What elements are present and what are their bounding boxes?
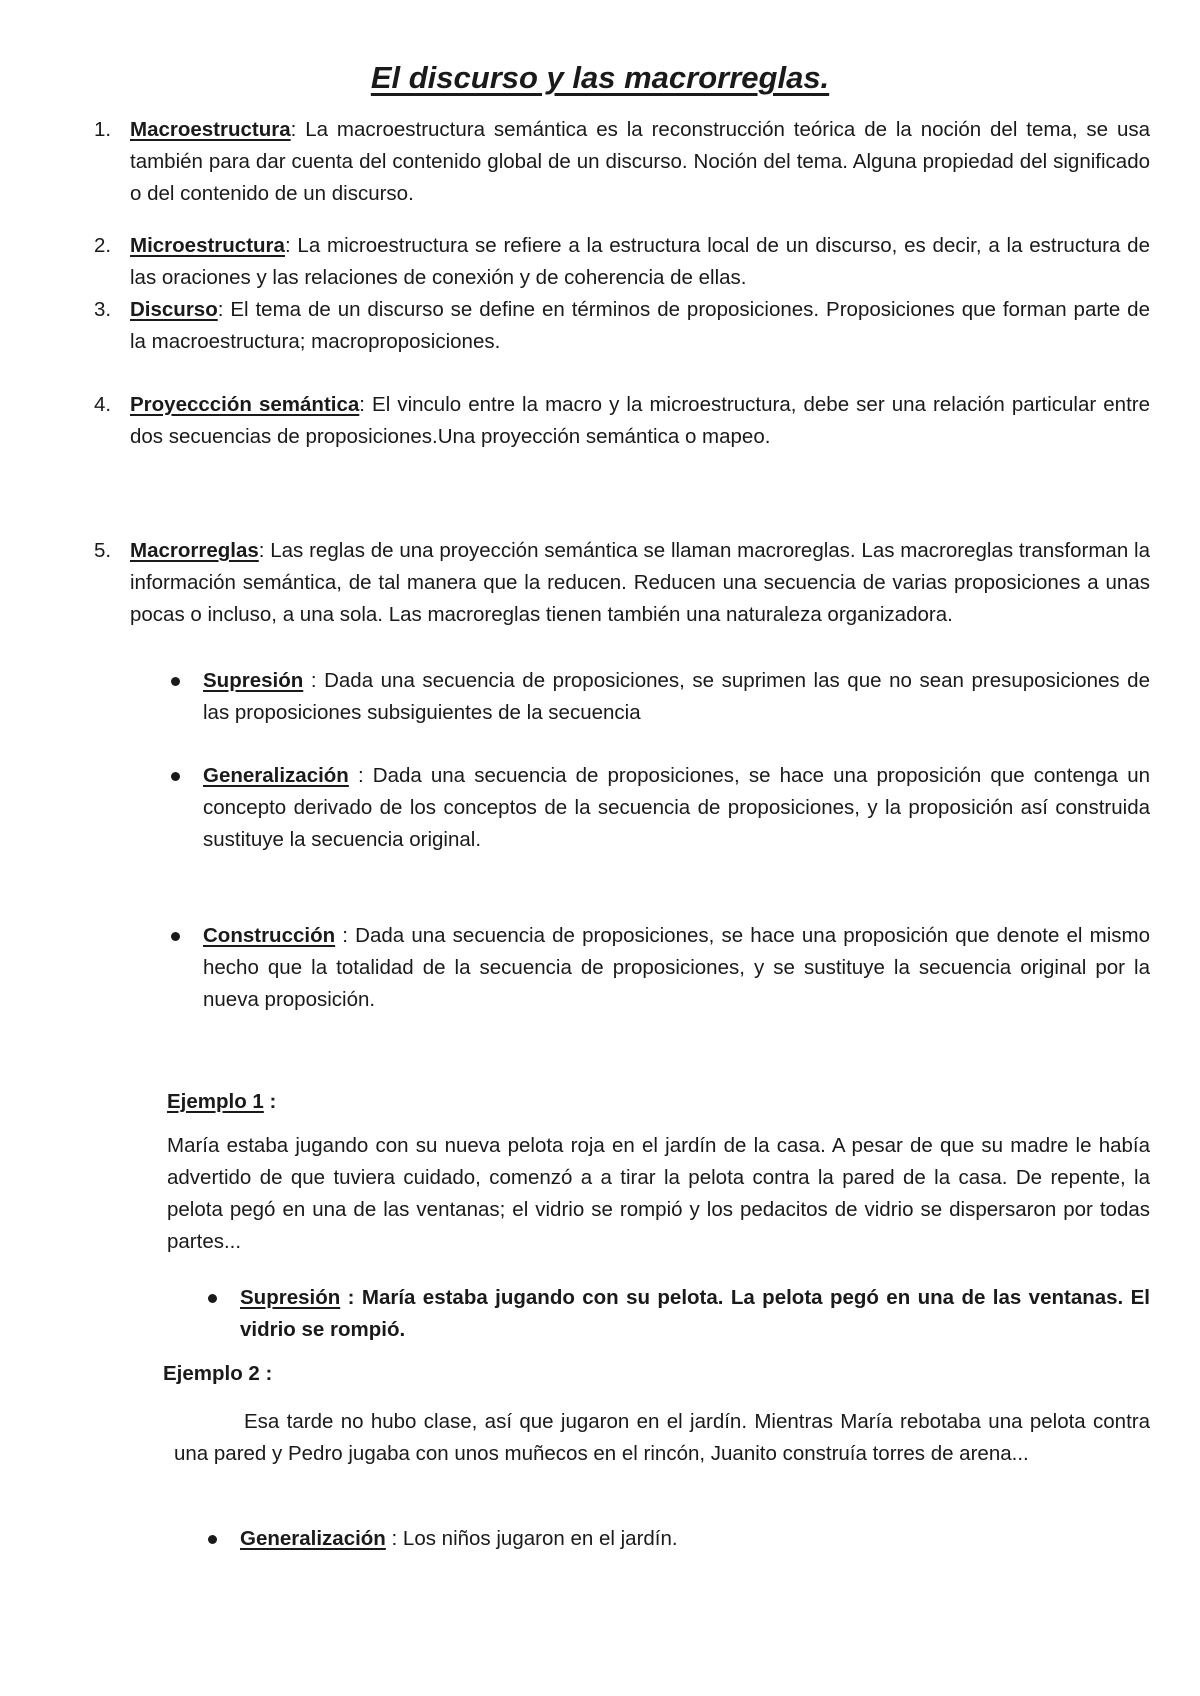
example2-bullet-text: : Los niños jugaron en el jardín. xyxy=(385,1527,678,1550)
item-term: Microestructura xyxy=(130,234,285,257)
example2-label: Ejemplo 2 : xyxy=(163,1362,273,1385)
item-text: : Las reglas de una proyección semántica se llaman macroreglas. Las macroreglas transforman la información semántica, de tal manera que la reducen. Reducen una secuencia de varias proposiciones a unas pocas o incluso, a una sola. Las macroreglas tienen también una naturaleza organizadora. xyxy=(130,539,1150,626)
item-text: : La microestructura se refiere a la estructura local de un discurso, es decir, a la estructura de las oraciones y las relaciones de conexión y de coherencia de ellas. xyxy=(130,234,1150,289)
example1-label-text: Ejemplo 1 xyxy=(167,1090,264,1113)
rule-term: Supresión xyxy=(203,669,304,692)
example1-text: María estaba jugando con su nueva pelota roja en el jardín de la casa. A pesar de que su madre le había advertido de que tuviera cuidado, comenzó a a tirar la pelota contra la pared de la casa. De repente, la pelota pegó en una de las ventanas; el vidrio se rompió y los pedacitos de vidrio se dispersaron por todas partes... xyxy=(167,1134,1150,1253)
example2-bullet-term: Generalización xyxy=(240,1527,386,1550)
rule-term: Construcción xyxy=(203,924,336,947)
bullet-icon xyxy=(171,772,180,781)
rule-term: Generalización xyxy=(203,764,349,787)
item-number: 3. xyxy=(94,298,112,321)
rule-supresion xyxy=(203,665,1150,729)
list-item-discurso xyxy=(94,294,1150,358)
example1-bullet-text: : María estaba jugando con su pelota. La pelota pegó en una de las ventanas. El vidrio se rompió. xyxy=(240,1286,1150,1341)
item-number: 5. xyxy=(94,539,112,562)
list-item-microestructura xyxy=(94,230,1150,294)
bullet-icon xyxy=(208,1535,217,1544)
example2-text: Esa tarde no hubo clase, así que jugaron en el jardín. Mientras María rebotaba una pelota contra una pared y Pedro jugaba con unos muñecos en el rincón, Juanito construía torres de arena... xyxy=(174,1410,1150,1465)
rule-construccion xyxy=(203,920,1150,1016)
item-number: 4. xyxy=(94,393,112,416)
item-term: Discurso xyxy=(130,298,218,321)
item-text: : La macroestructura semántica es la reconstrucción teórica de la noción del tema, se usa también para dar cuenta del contenido global de un discurso. Noción del tema. Alguna propiedad del significado o del contenido de un discurso. xyxy=(130,118,1150,205)
example1-supresion xyxy=(240,1282,1150,1346)
list-item-macroestructura xyxy=(94,114,1150,210)
example1-label-colon: : xyxy=(263,1090,277,1113)
bullet-icon xyxy=(208,1294,217,1303)
item-term: Macroestructura xyxy=(130,118,291,141)
page-title: El discurso y las macrorreglas. xyxy=(370,60,830,95)
list-item-macrorreglas xyxy=(94,535,1150,631)
example2-generalizacion xyxy=(240,1523,1150,1555)
list-item-proyeccion xyxy=(94,389,1150,453)
rule-text: : Dada una secuencia de proposiciones, se hace una proposición que contenga un concepto derivado de los conceptos de la secuencia de proposiciones, y la proposición así construida sustituye la secuencia original. xyxy=(203,764,1150,851)
rule-text: : Dada una secuencia de proposiciones, se suprimen las que no sean presuposiciones de las proposiciones subsiguientes de la secuencia xyxy=(203,669,1150,724)
bullet-icon xyxy=(171,932,180,941)
example1-label xyxy=(167,1090,276,1114)
item-text: : El vinculo entre la macro y la microestructura, debe ser una relación particular entre dos secuencias de proposiciones.Una proyección semántica o mapeo. xyxy=(130,393,1150,448)
item-term: Proyeccción semántica xyxy=(130,393,360,416)
rule-generalizacion xyxy=(203,760,1150,856)
item-term: Macrorreglas xyxy=(130,539,259,562)
item-number: 1. xyxy=(94,118,112,141)
bullet-icon xyxy=(171,677,180,686)
item-text: : El tema de un discurso se define en términos de proposiciones. Proposiciones que forman parte de la macroestructura; macroproposiciones. xyxy=(130,298,1150,353)
item-number: 2. xyxy=(94,234,112,257)
example1-bullet-term: Supresión xyxy=(240,1286,341,1309)
rule-text: : Dada una secuencia de proposiciones, se hace una proposición que denote el mismo hecho que la totalidad de la secuencia de proposiciones, y se sustituye la secuencia original por la nueva proposición. xyxy=(203,924,1150,1011)
